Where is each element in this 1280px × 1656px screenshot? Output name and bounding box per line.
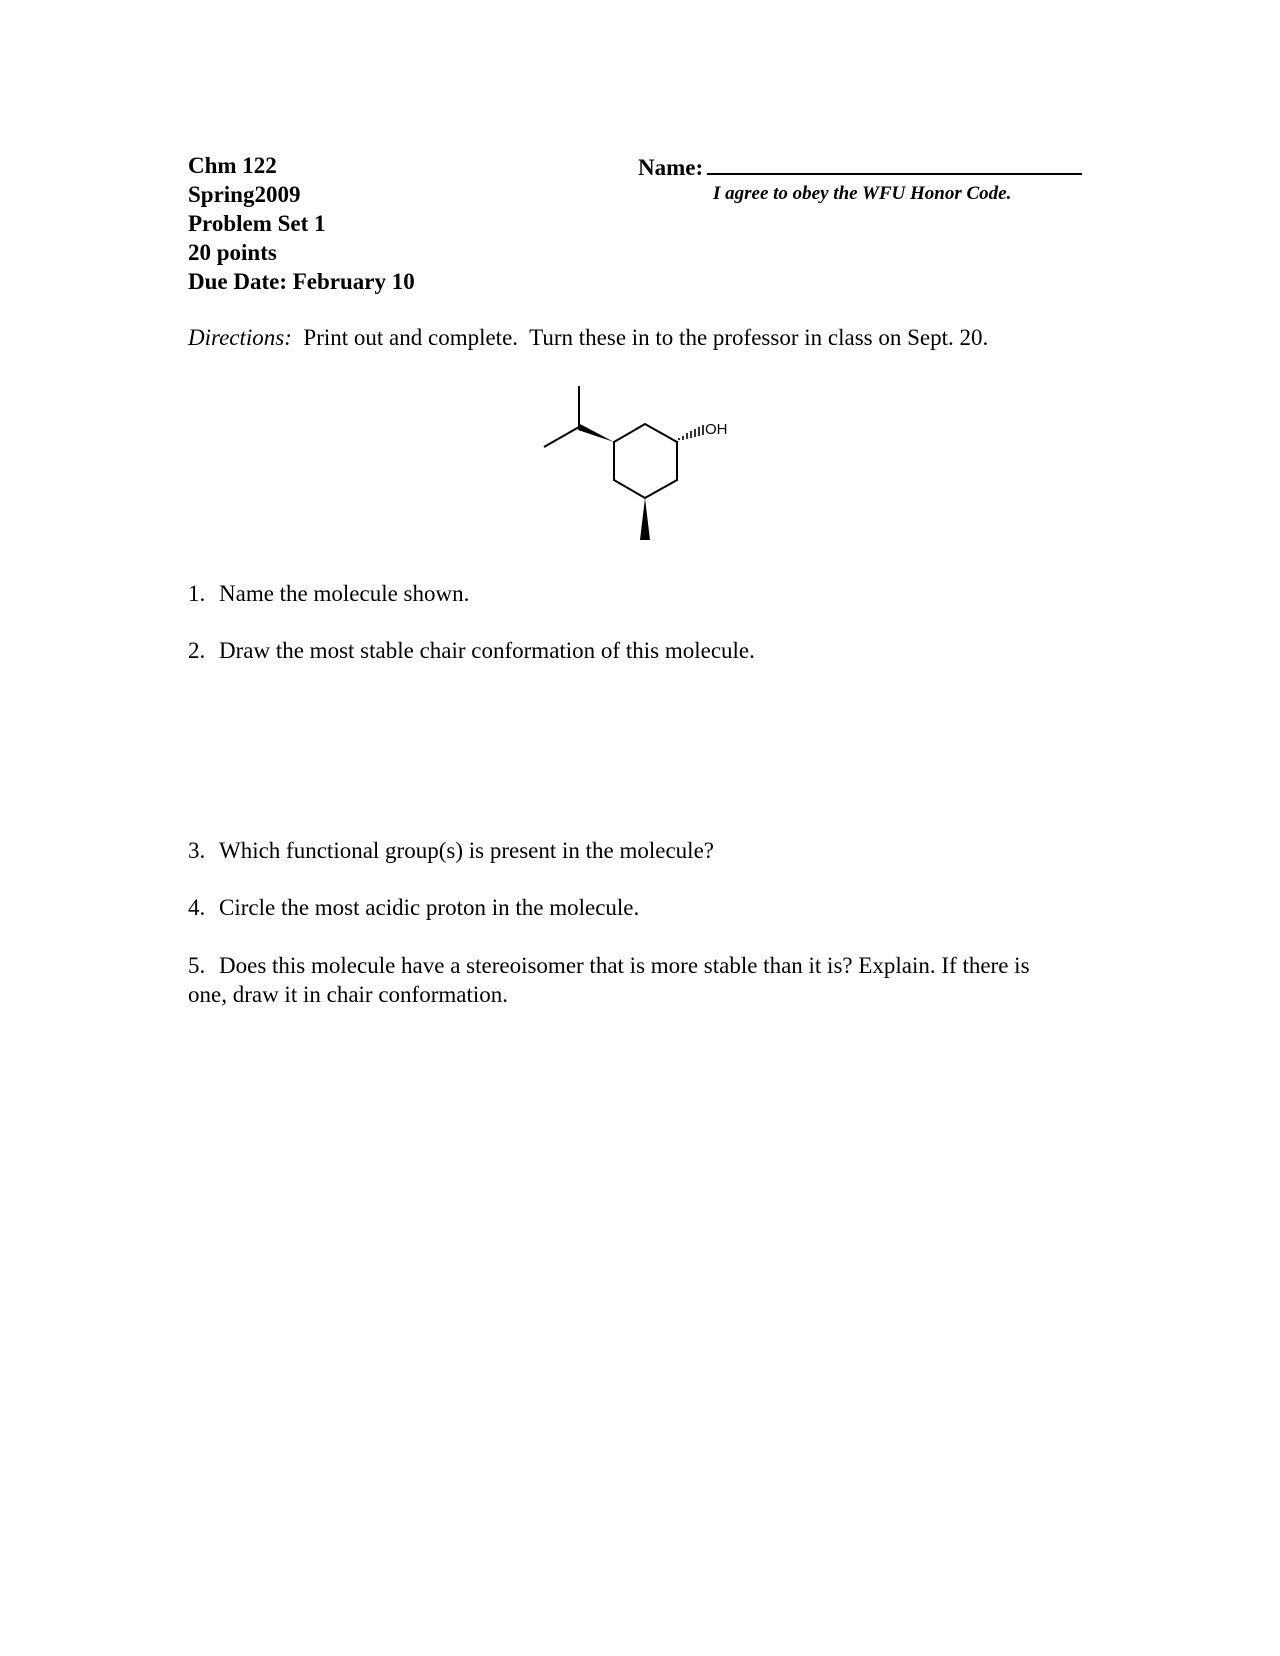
due-date: Due Date: February 10 — [188, 269, 415, 294]
assignment-title: Problem Set 1 — [188, 211, 326, 236]
assignment-points: 20 points — [188, 240, 277, 265]
course-header — [188, 151, 415, 296]
question-text: Circle the most acidic proton in the molecule. — [219, 895, 640, 920]
cyclohexane-ring — [614, 424, 677, 498]
question-number: 1. — [188, 581, 206, 606]
course-term: Spring2009 — [188, 182, 301, 207]
isopropyl-wedge-bond — [578, 424, 614, 442]
hydroxyl-label: OH — [705, 421, 728, 438]
question-3 — [188, 836, 714, 865]
question-text: Draw the most stable chair conformation of this molecule. — [219, 638, 755, 663]
directions-text: Print out and complete. Turn these in to the professor in class on Sept. 20. — [291, 325, 989, 350]
question-5 — [188, 951, 1058, 1009]
question-1 — [188, 579, 469, 608]
question-number: 2. — [188, 638, 206, 663]
question-number: 4. — [188, 895, 206, 920]
question-text: Name the molecule shown. — [219, 581, 470, 606]
molecule-structure — [530, 378, 750, 548]
question-2 — [188, 636, 755, 665]
question-4 — [188, 893, 639, 922]
isopropyl-methyl-left — [544, 427, 579, 447]
name-blank-line — [707, 151, 1082, 175]
directions-label: Directions: — [188, 325, 292, 350]
question-text: Which functional group(s) is present in the molecule? — [219, 838, 714, 863]
honor-code-statement: I agree to obey the WFU Honor Code. — [713, 183, 1012, 204]
hashed-bond — [679, 425, 703, 440]
directions — [188, 323, 988, 352]
name-field — [638, 151, 1082, 182]
methyl-wedge-bond — [640, 498, 650, 540]
question-number: 5. — [188, 953, 206, 978]
name-label: Name: — [638, 155, 704, 180]
course-code: Chm 122 — [188, 153, 277, 178]
question-text: Does this molecule have a stereoisomer that is more stable than it is? Explain. If there is one, draw it in chair conformation. — [188, 953, 1030, 1007]
question-number: 3. — [188, 838, 206, 863]
